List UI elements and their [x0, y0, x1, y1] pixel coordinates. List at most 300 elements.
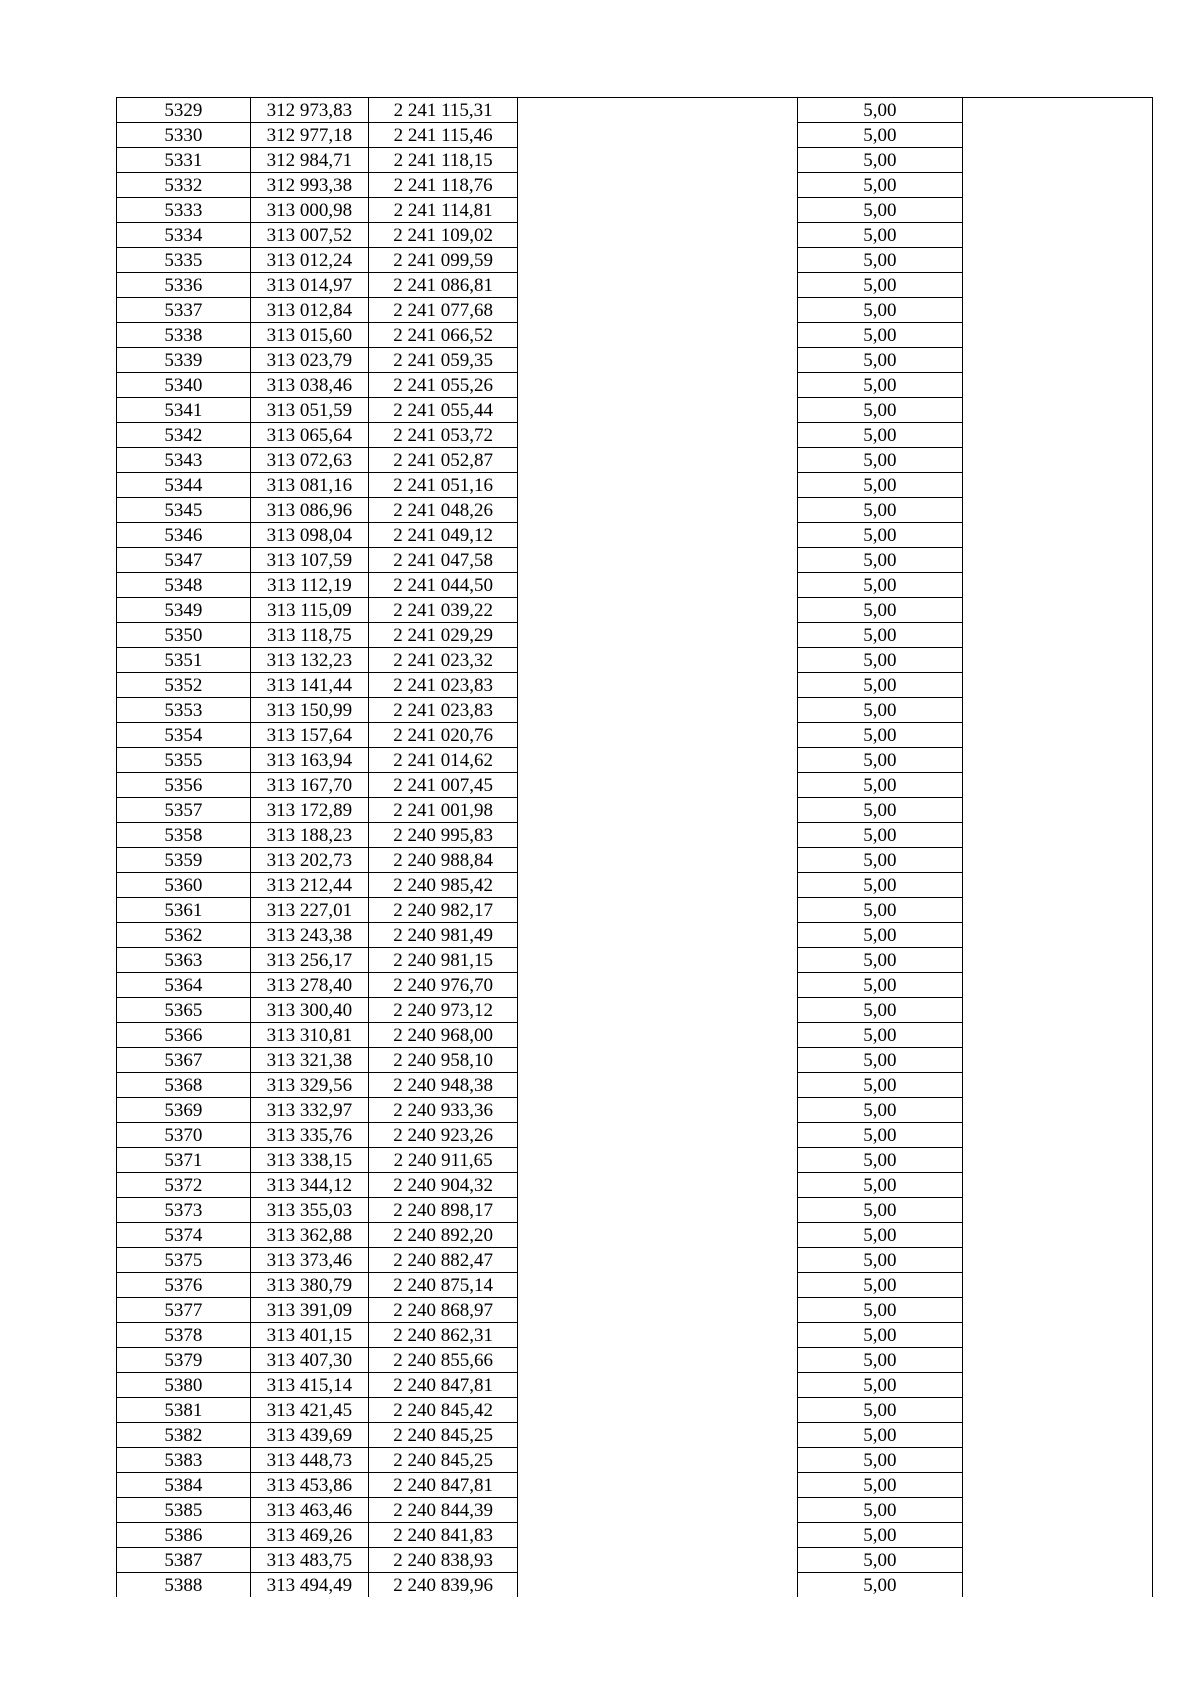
point-number-cell: 5339 — [117, 348, 251, 373]
y-coordinate-cell: 2 240 973,12 — [369, 998, 518, 1023]
y-coordinate-cell: 2 241 007,45 — [369, 773, 518, 798]
y-coordinate-cell: 2 240 875,14 — [369, 1273, 518, 1298]
blank-end-cell — [962, 1398, 1152, 1423]
table-row — [117, 1523, 1153, 1548]
x-coordinate-cell: 313 483,75 — [250, 1548, 368, 1573]
point-number-cell: 5336 — [117, 273, 251, 298]
table-row — [117, 1248, 1153, 1273]
y-coordinate-cell: 2 240 968,00 — [369, 1023, 518, 1048]
table-row — [117, 1098, 1153, 1123]
y-coordinate-cell: 2 240 911,65 — [369, 1148, 518, 1173]
table-row — [117, 1198, 1153, 1223]
table-row — [117, 1023, 1153, 1048]
value-cell: 5,00 — [798, 973, 963, 998]
value-cell: 5,00 — [798, 898, 963, 923]
point-number-cell: 5333 — [117, 198, 251, 223]
x-coordinate-cell: 313 007,52 — [250, 223, 368, 248]
table-row — [117, 1173, 1153, 1198]
blank-end-cell — [962, 798, 1152, 823]
value-cell: 5,00 — [798, 1273, 963, 1298]
table-row — [117, 523, 1153, 548]
x-coordinate-cell: 313 167,70 — [250, 773, 368, 798]
point-number-cell: 5332 — [117, 173, 251, 198]
y-coordinate-cell: 2 240 844,39 — [369, 1498, 518, 1523]
value-cell: 5,00 — [798, 398, 963, 423]
blank-end-cell — [962, 1573, 1152, 1598]
blank-cell — [518, 1248, 798, 1273]
point-number-cell: 5370 — [117, 1123, 251, 1148]
y-coordinate-cell: 2 240 976,70 — [369, 973, 518, 998]
x-coordinate-cell: 312 984,71 — [250, 148, 368, 173]
point-number-cell: 5337 — [117, 298, 251, 323]
x-coordinate-cell: 313 115,09 — [250, 598, 368, 623]
point-number-cell: 5379 — [117, 1348, 251, 1373]
point-number-cell: 5343 — [117, 448, 251, 473]
blank-end-cell — [962, 1498, 1152, 1523]
y-coordinate-cell: 2 241 023,83 — [369, 698, 518, 723]
point-number-cell: 5384 — [117, 1473, 251, 1498]
blank-end-cell — [962, 423, 1152, 448]
x-coordinate-cell: 313 300,40 — [250, 998, 368, 1023]
point-number-cell: 5373 — [117, 1198, 251, 1223]
point-number-cell: 5369 — [117, 1098, 251, 1123]
blank-end-cell — [962, 323, 1152, 348]
blank-end-cell — [962, 523, 1152, 548]
blank-end-cell — [962, 848, 1152, 873]
table-row — [117, 548, 1153, 573]
value-cell: 5,00 — [798, 873, 963, 898]
blank-end-cell — [962, 398, 1152, 423]
value-cell: 5,00 — [798, 798, 963, 823]
table-row — [117, 673, 1153, 698]
y-coordinate-cell: 2 240 847,81 — [369, 1473, 518, 1498]
x-coordinate-cell: 313 391,09 — [250, 1298, 368, 1323]
blank-cell — [518, 873, 798, 898]
y-coordinate-cell: 2 241 115,31 — [369, 98, 518, 123]
y-coordinate-cell: 2 240 868,97 — [369, 1298, 518, 1323]
y-coordinate-cell: 2 240 845,25 — [369, 1448, 518, 1473]
x-coordinate-cell: 313 188,23 — [250, 823, 368, 848]
x-coordinate-cell: 313 421,45 — [250, 1398, 368, 1423]
table-row — [117, 623, 1153, 648]
point-number-cell: 5363 — [117, 948, 251, 973]
x-coordinate-cell: 313 494,49 — [250, 1573, 368, 1598]
blank-end-cell — [962, 1198, 1152, 1223]
x-coordinate-cell: 313 373,46 — [250, 1248, 368, 1273]
y-coordinate-cell: 2 240 841,83 — [369, 1523, 518, 1548]
value-cell: 5,00 — [798, 448, 963, 473]
x-coordinate-cell: 313 335,76 — [250, 1123, 368, 1148]
x-coordinate-cell: 313 000,98 — [250, 198, 368, 223]
x-coordinate-cell: 312 973,83 — [250, 98, 368, 123]
point-number-cell: 5360 — [117, 873, 251, 898]
value-cell: 5,00 — [798, 923, 963, 948]
blank-cell — [518, 573, 798, 598]
value-cell: 5,00 — [798, 548, 963, 573]
x-coordinate-cell: 313 355,03 — [250, 1198, 368, 1223]
x-coordinate-cell: 313 344,12 — [250, 1173, 368, 1198]
point-number-cell: 5381 — [117, 1398, 251, 1423]
y-coordinate-cell: 2 241 114,81 — [369, 198, 518, 223]
value-cell: 5,00 — [798, 1123, 963, 1148]
blank-cell — [518, 173, 798, 198]
x-coordinate-cell: 313 086,96 — [250, 498, 368, 523]
x-coordinate-cell: 313 463,46 — [250, 1498, 368, 1523]
value-cell: 5,00 — [798, 1048, 963, 1073]
table-row — [117, 848, 1153, 873]
point-number-cell: 5372 — [117, 1173, 251, 1198]
blank-end-cell — [962, 248, 1152, 273]
table-row — [117, 398, 1153, 423]
y-coordinate-cell: 2 241 001,98 — [369, 798, 518, 823]
blank-end-cell — [962, 148, 1152, 173]
table-row — [117, 473, 1153, 498]
y-coordinate-cell: 2 240 933,36 — [369, 1098, 518, 1123]
y-coordinate-cell: 2 241 118,76 — [369, 173, 518, 198]
point-number-cell: 5368 — [117, 1073, 251, 1098]
value-cell: 5,00 — [798, 148, 963, 173]
value-cell: 5,00 — [798, 673, 963, 698]
blank-cell — [518, 1323, 798, 1348]
y-coordinate-cell: 2 241 115,46 — [369, 123, 518, 148]
blank-end-cell — [962, 748, 1152, 773]
blank-end-cell — [962, 1523, 1152, 1548]
point-number-cell: 5354 — [117, 723, 251, 748]
value-cell: 5,00 — [798, 1373, 963, 1398]
x-coordinate-cell: 313 012,24 — [250, 248, 368, 273]
y-coordinate-cell: 2 241 020,76 — [369, 723, 518, 748]
y-coordinate-cell: 2 240 948,38 — [369, 1073, 518, 1098]
y-coordinate-cell: 2 241 118,15 — [369, 148, 518, 173]
x-coordinate-cell: 313 380,79 — [250, 1273, 368, 1298]
table-row — [117, 248, 1153, 273]
value-cell: 5,00 — [798, 573, 963, 598]
blank-end-cell — [962, 1373, 1152, 1398]
value-cell: 5,00 — [798, 198, 963, 223]
y-coordinate-cell: 2 241 014,62 — [369, 748, 518, 773]
blank-end-cell — [962, 1123, 1152, 1148]
point-number-cell: 5362 — [117, 923, 251, 948]
blank-end-cell — [962, 723, 1152, 748]
blank-cell — [518, 1023, 798, 1048]
table-row — [117, 348, 1153, 373]
blank-end-cell — [962, 998, 1152, 1023]
blank-cell — [518, 298, 798, 323]
x-coordinate-cell: 313 415,14 — [250, 1373, 368, 1398]
table-row — [117, 873, 1153, 898]
blank-cell — [518, 98, 798, 123]
point-number-cell: 5351 — [117, 648, 251, 673]
value-cell: 5,00 — [798, 648, 963, 673]
value-cell: 5,00 — [798, 473, 963, 498]
value-cell: 5,00 — [798, 1573, 963, 1598]
value-cell: 5,00 — [798, 423, 963, 448]
x-coordinate-cell: 313 469,26 — [250, 1523, 368, 1548]
blank-end-cell — [962, 873, 1152, 898]
value-cell: 5,00 — [798, 1298, 963, 1323]
y-coordinate-cell: 2 240 904,32 — [369, 1173, 518, 1198]
x-coordinate-cell: 313 329,56 — [250, 1073, 368, 1098]
table-row — [117, 1298, 1153, 1323]
table-row — [117, 1048, 1153, 1073]
coordinate-table-body — [117, 98, 1153, 1598]
y-coordinate-cell: 2 240 958,10 — [369, 1048, 518, 1073]
value-cell: 5,00 — [798, 823, 963, 848]
table-row — [117, 1323, 1153, 1348]
table-row — [117, 598, 1153, 623]
value-cell: 5,00 — [798, 848, 963, 873]
blank-cell — [518, 1098, 798, 1123]
blank-end-cell — [962, 1223, 1152, 1248]
blank-cell — [518, 323, 798, 348]
point-number-cell: 5382 — [117, 1423, 251, 1448]
blank-cell — [518, 648, 798, 673]
x-coordinate-cell: 313 172,89 — [250, 798, 368, 823]
x-coordinate-cell: 313 023,79 — [250, 348, 368, 373]
x-coordinate-cell: 312 977,18 — [250, 123, 368, 148]
value-cell: 5,00 — [798, 373, 963, 398]
x-coordinate-cell: 313 212,44 — [250, 873, 368, 898]
y-coordinate-cell: 2 240 982,17 — [369, 898, 518, 923]
value-cell: 5,00 — [798, 1398, 963, 1423]
point-number-cell: 5357 — [117, 798, 251, 823]
x-coordinate-cell: 313 202,73 — [250, 848, 368, 873]
blank-end-cell — [962, 1173, 1152, 1198]
value-cell: 5,00 — [798, 1448, 963, 1473]
blank-cell — [518, 473, 798, 498]
table-row — [117, 1473, 1153, 1498]
blank-cell — [518, 923, 798, 948]
value-cell: 5,00 — [798, 723, 963, 748]
point-number-cell: 5329 — [117, 98, 251, 123]
point-number-cell: 5344 — [117, 473, 251, 498]
blank-cell — [518, 823, 798, 848]
blank-cell — [518, 1148, 798, 1173]
blank-end-cell — [962, 1098, 1152, 1123]
blank-end-cell — [962, 673, 1152, 698]
value-cell: 5,00 — [798, 1523, 963, 1548]
point-number-cell: 5342 — [117, 423, 251, 448]
table-row — [117, 223, 1153, 248]
x-coordinate-cell: 313 332,97 — [250, 1098, 368, 1123]
point-number-cell: 5348 — [117, 573, 251, 598]
blank-end-cell — [962, 573, 1152, 598]
point-number-cell: 5334 — [117, 223, 251, 248]
point-number-cell: 5361 — [117, 898, 251, 923]
table-row — [117, 1548, 1153, 1573]
y-coordinate-cell: 2 240 847,81 — [369, 1373, 518, 1398]
table-row — [117, 1423, 1153, 1448]
blank-end-cell — [962, 1273, 1152, 1298]
value-cell: 5,00 — [798, 1498, 963, 1523]
blank-end-cell — [962, 348, 1152, 373]
table-row — [117, 448, 1153, 473]
blank-cell — [518, 1223, 798, 1248]
blank-cell — [518, 948, 798, 973]
point-number-cell: 5331 — [117, 148, 251, 173]
point-number-cell: 5374 — [117, 1223, 251, 1248]
blank-cell — [518, 148, 798, 173]
x-coordinate-cell: 313 321,38 — [250, 1048, 368, 1073]
x-coordinate-cell: 313 107,59 — [250, 548, 368, 573]
y-coordinate-cell: 2 241 039,22 — [369, 598, 518, 623]
y-coordinate-cell: 2 241 077,68 — [369, 298, 518, 323]
table-row — [117, 773, 1153, 798]
blank-cell — [518, 773, 798, 798]
blank-cell — [518, 1523, 798, 1548]
point-number-cell: 5378 — [117, 1323, 251, 1348]
y-coordinate-cell: 2 241 055,26 — [369, 373, 518, 398]
point-number-cell: 5355 — [117, 748, 251, 773]
point-number-cell: 5377 — [117, 1298, 251, 1323]
table-row — [117, 948, 1153, 973]
point-number-cell: 5330 — [117, 123, 251, 148]
blank-cell — [518, 1273, 798, 1298]
table-row — [117, 323, 1153, 348]
value-cell: 5,00 — [798, 298, 963, 323]
x-coordinate-cell: 313 278,40 — [250, 973, 368, 998]
blank-end-cell — [962, 1448, 1152, 1473]
blank-cell — [518, 1373, 798, 1398]
blank-end-cell — [962, 1423, 1152, 1448]
blank-cell — [518, 723, 798, 748]
point-number-cell: 5347 — [117, 548, 251, 573]
table-row — [117, 98, 1153, 123]
blank-end-cell — [962, 498, 1152, 523]
blank-end-cell — [962, 198, 1152, 223]
blank-cell — [518, 798, 798, 823]
blank-cell — [518, 1298, 798, 1323]
y-coordinate-cell: 2 241 051,16 — [369, 473, 518, 498]
point-number-cell: 5367 — [117, 1048, 251, 1073]
point-number-cell: 5364 — [117, 973, 251, 998]
value-cell: 5,00 — [798, 1223, 963, 1248]
table-row — [117, 1273, 1153, 1298]
point-number-cell: 5350 — [117, 623, 251, 648]
y-coordinate-cell: 2 240 995,83 — [369, 823, 518, 848]
blank-cell — [518, 398, 798, 423]
value-cell: 5,00 — [798, 248, 963, 273]
x-coordinate-cell: 313 150,99 — [250, 698, 368, 723]
blank-cell — [518, 1073, 798, 1098]
point-number-cell: 5365 — [117, 998, 251, 1023]
x-coordinate-cell: 313 163,94 — [250, 748, 368, 773]
value-cell: 5,00 — [798, 1423, 963, 1448]
point-number-cell: 5338 — [117, 323, 251, 348]
x-coordinate-cell: 313 227,01 — [250, 898, 368, 923]
x-coordinate-cell: 313 310,81 — [250, 1023, 368, 1048]
point-number-cell: 5352 — [117, 673, 251, 698]
value-cell: 5,00 — [798, 698, 963, 723]
table-row — [117, 1573, 1153, 1598]
y-coordinate-cell: 2 241 059,35 — [369, 348, 518, 373]
x-coordinate-cell: 313 362,88 — [250, 1223, 368, 1248]
blank-end-cell — [962, 973, 1152, 998]
blank-cell — [518, 748, 798, 773]
y-coordinate-cell: 2 240 845,42 — [369, 1398, 518, 1423]
blank-end-cell — [962, 773, 1152, 798]
x-coordinate-cell: 313 038,46 — [250, 373, 368, 398]
point-number-cell: 5371 — [117, 1148, 251, 1173]
blank-cell — [518, 1448, 798, 1473]
value-cell: 5,00 — [798, 1148, 963, 1173]
value-cell: 5,00 — [798, 998, 963, 1023]
value-cell: 5,00 — [798, 98, 963, 123]
y-coordinate-cell: 2 241 086,81 — [369, 273, 518, 298]
table-row — [117, 998, 1153, 1023]
blank-end-cell — [962, 373, 1152, 398]
point-number-cell: 5353 — [117, 698, 251, 723]
y-coordinate-cell: 2 241 029,29 — [369, 623, 518, 648]
blank-end-cell — [962, 98, 1152, 123]
value-cell: 5,00 — [798, 773, 963, 798]
blank-end-cell — [962, 1473, 1152, 1498]
value-cell: 5,00 — [798, 1098, 963, 1123]
table-row — [117, 1348, 1153, 1373]
blank-cell — [518, 1548, 798, 1573]
blank-end-cell — [962, 1323, 1152, 1348]
blank-cell — [518, 1198, 798, 1223]
blank-end-cell — [962, 623, 1152, 648]
y-coordinate-cell: 2 241 109,02 — [369, 223, 518, 248]
x-coordinate-cell: 313 014,97 — [250, 273, 368, 298]
value-cell: 5,00 — [798, 323, 963, 348]
value-cell: 5,00 — [798, 598, 963, 623]
value-cell: 5,00 — [798, 1348, 963, 1373]
y-coordinate-cell: 2 241 048,26 — [369, 498, 518, 523]
value-cell: 5,00 — [798, 1023, 963, 1048]
blank-end-cell — [962, 598, 1152, 623]
table-row — [117, 748, 1153, 773]
table-row — [117, 1123, 1153, 1148]
table-row — [117, 148, 1153, 173]
blank-end-cell — [962, 1348, 1152, 1373]
blank-cell — [518, 448, 798, 473]
blank-cell — [518, 1398, 798, 1423]
table-row — [117, 823, 1153, 848]
x-coordinate-cell: 313 012,84 — [250, 298, 368, 323]
x-coordinate-cell: 313 401,15 — [250, 1323, 368, 1348]
blank-end-cell — [962, 823, 1152, 848]
x-coordinate-cell: 313 448,73 — [250, 1448, 368, 1473]
blank-end-cell — [962, 1298, 1152, 1323]
x-coordinate-cell: 313 065,64 — [250, 423, 368, 448]
blank-cell — [518, 1173, 798, 1198]
blank-cell — [518, 423, 798, 448]
blank-cell — [518, 673, 798, 698]
table-row — [117, 648, 1153, 673]
blank-end-cell — [962, 448, 1152, 473]
x-coordinate-cell: 313 118,75 — [250, 623, 368, 648]
blank-cell — [518, 848, 798, 873]
blank-cell — [518, 248, 798, 273]
blank-cell — [518, 1573, 798, 1598]
value-cell: 5,00 — [798, 1073, 963, 1098]
table-row — [117, 573, 1153, 598]
value-cell: 5,00 — [798, 348, 963, 373]
y-coordinate-cell: 2 241 049,12 — [369, 523, 518, 548]
table-row — [117, 198, 1153, 223]
y-coordinate-cell: 2 241 052,87 — [369, 448, 518, 473]
value-cell: 5,00 — [798, 1198, 963, 1223]
blank-end-cell — [962, 273, 1152, 298]
point-number-cell: 5335 — [117, 248, 251, 273]
value-cell: 5,00 — [798, 123, 963, 148]
blank-cell — [518, 623, 798, 648]
table-row — [117, 1498, 1153, 1523]
blank-cell — [518, 1498, 798, 1523]
blank-cell — [518, 1348, 798, 1373]
